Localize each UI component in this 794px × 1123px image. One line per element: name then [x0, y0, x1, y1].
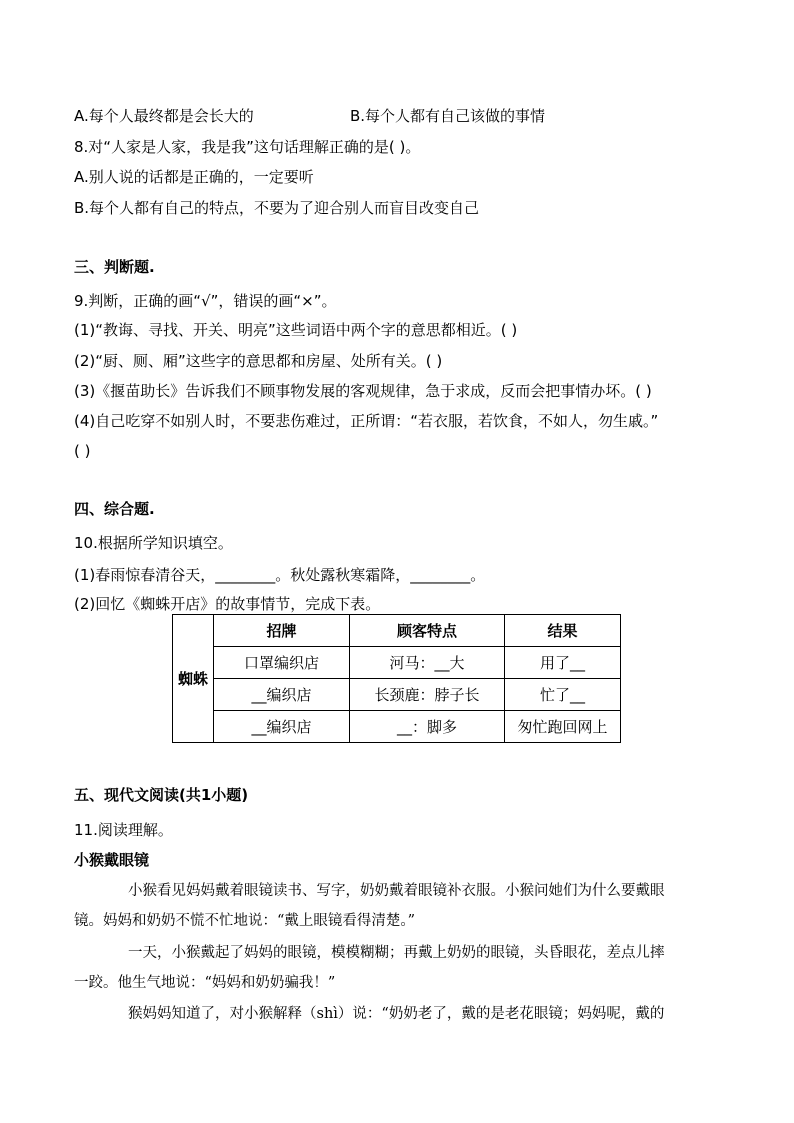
q7-option-a: A.每个人最终都是会长大的 [74, 107, 254, 125]
table-header-cell: 结果 [505, 615, 621, 647]
q11-stem: 11.阅读理解。 [74, 821, 173, 839]
table-cell: 匆忙跑回网上 [505, 711, 621, 743]
q8-option-b: B.每个人都有自己的特点，不要为了迎合别人而盲目改变自己 [74, 199, 480, 217]
table-header-cell: 招牌 [214, 615, 350, 647]
q9-item-4: (4)自己吃穿不如别人时，不要悲伤难过，正所谓：“若衣服，若饮食，不如人，勿生戚。” [74, 412, 659, 430]
q10-sub1: (1)春雨惊春清谷天，________。秋处露秋寒霜降，________。 [74, 566, 486, 584]
table-cell: 口罩编织店 [214, 647, 350, 679]
table-cell: __编织店 [214, 711, 350, 743]
table-cell: __编织店 [214, 679, 350, 711]
table-row-head: 蜘蛛 [173, 615, 214, 743]
section5-title: 五、现代文阅读(共1小题) [74, 786, 249, 804]
passage-line: 小猴看见妈妈戴着眼镜读书、写字，奶奶戴着眼镜补衣服。小猴问她们为什么要戴眼 [128, 883, 665, 899]
table-row [173, 647, 621, 679]
q7-option-b: B.每个人都有自己该做的事情 [350, 107, 546, 125]
q9-stem: 9.判断，正确的画“√”，错误的画“×”。 [74, 292, 337, 310]
table-cell: 河马：__大 [350, 647, 505, 679]
q9-item-3: (3)《揠苗助长》告诉我们不顾事物发展的客观规律，急于求成，反而会把事情办坏。( ) [74, 382, 652, 400]
q8-option-a: A.别人说的话都是正确的，一定要听 [74, 168, 314, 186]
table-cell: 长颈鹿：脖子长 [350, 679, 505, 711]
passage-line: 镜。妈妈和奶奶不慌不忙地说：“戴上眼镜看得清楚。” [74, 913, 416, 929]
q10-stem: 10.根据所学知识填空。 [74, 534, 233, 552]
spider-shop-table [172, 614, 621, 743]
section3-title: 三、判断题. [74, 258, 155, 276]
table-row [173, 711, 621, 743]
table-row [173, 679, 621, 711]
table-cell: 用了__ [505, 647, 621, 679]
q9-item-4-blank: ( ) [74, 442, 91, 460]
q9-item-1: (1)“教诲、寻找、开关、明亮”这些词语中两个字的意思都相近。( ) [74, 321, 518, 339]
q8-stem: 8.对“人家是人家，我是我”这句话理解正确的是( )。 [74, 138, 421, 156]
section4-title: 四、综合题. [74, 500, 155, 518]
table-header-cell: 顾客特点 [350, 615, 505, 647]
passage-line: 一天，小猴戴起了妈妈的眼镜，模模糊糊；再戴上奶奶的眼镜，头昏眼花，差点儿摔 [128, 945, 665, 961]
q10-sub2: (2)回忆《蜘蛛开店》的故事情节，完成下表。 [74, 595, 381, 613]
passage-line: 猴妈妈知道了，对小猴解释（shì）说：“奶奶老了，戴的是老花眼镜；妈妈呢，戴的 [128, 1006, 665, 1022]
table-cell: __：脚多 [350, 711, 505, 743]
table-cell: 忙了__ [505, 679, 621, 711]
table-header-row [173, 615, 621, 647]
passage-title: 小猴戴眼镜 [74, 851, 150, 869]
q9-item-2: (2)“厨、厕、厢”这些字的意思都和房屋、处所有关。( ) [74, 352, 443, 370]
passage-line: 一跤。他生气地说：“妈妈和奶奶骗我！” [74, 975, 336, 991]
